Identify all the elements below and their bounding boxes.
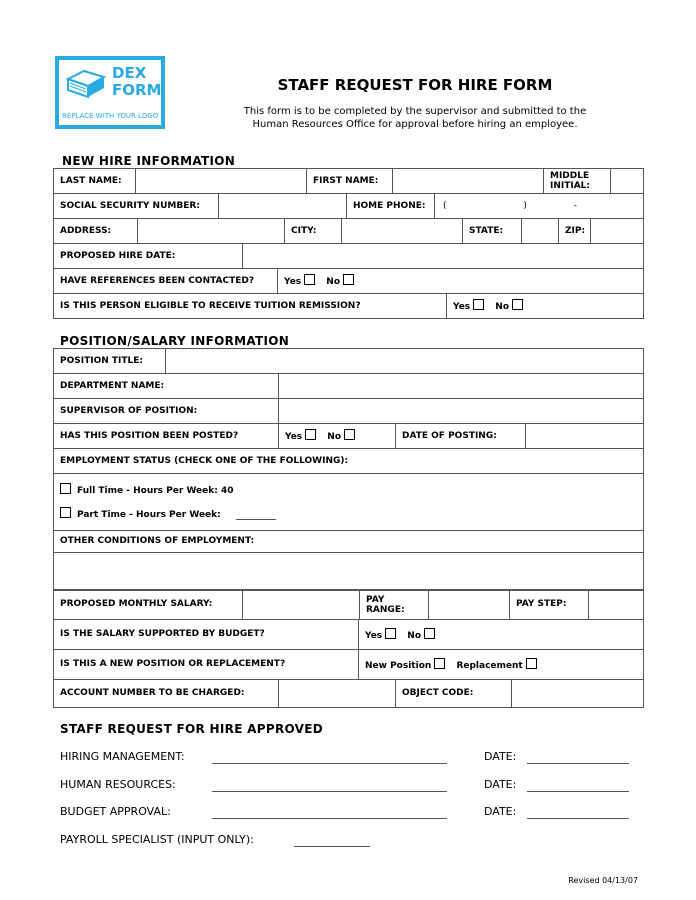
employment-status-table [53,448,644,591]
references-row-table [53,268,644,294]
subtitle-line-1: This form is to be completed by the supervisor and submitted to the [243,106,587,117]
city-label: CITY: [285,219,342,244]
monthly-salary-label: PROPOSED MONTHLY SALARY: [54,590,243,620]
address-label: ADDRESS: [54,219,138,244]
posted-yes-checkbox[interactable] [305,429,316,440]
supervisor-field[interactable] [279,399,644,424]
date-of-posting-field[interactable] [526,424,644,449]
date-of-posting-label: DATE OF POSTING: [396,424,526,449]
address-field[interactable] [138,219,285,244]
supervisor-table [53,398,644,424]
tuition-no-checkbox[interactable] [512,299,523,310]
references-yes-label: Yes [284,277,302,287]
budget-approval-date-label: DATE: [484,805,517,818]
monthly-salary-field[interactable] [243,590,360,620]
references-options [278,269,644,294]
new-or-replacement-label: IS THIS A NEW POSITION OR REPLACEMENT? [54,650,359,680]
posted-table [53,423,644,449]
budget-yes-checkbox[interactable] [385,628,396,639]
hiring-management-signature-line[interactable] [212,763,447,764]
subtitle-line-2: Human Resources Office for approval before hiring an employee. [252,119,578,130]
position-title-label: POSITION TITLE: [54,349,166,374]
pay-range-label: PAY RANGE: [360,590,429,620]
human-resources-label: HUMAN RESOURCES: [60,778,176,791]
supervisor-label: SUPERVISOR OF POSITION: [54,399,279,424]
full-time-checkbox[interactable] [60,483,71,494]
hiring-management-date-label: DATE: [484,750,517,763]
part-time-hours-field[interactable] [236,519,276,520]
form-title: STAFF REQUEST FOR HIRE FORM [277,76,553,94]
human-resources-date-label: DATE: [484,778,517,791]
phone-dash: - [573,200,578,211]
logo-text-dex: DEX [112,64,147,82]
position-title-field[interactable] [166,349,644,374]
hiring-management-label: HIRING MANAGEMENT: [60,750,185,763]
ssn-row-table [53,193,644,219]
first-name-label: FIRST NAME: [307,169,393,194]
other-conditions-field[interactable] [54,553,644,591]
section-heading-approval: STAFF REQUEST FOR HIRE APPROVED [60,722,324,736]
tuition-options [447,294,644,319]
part-time-label: Part Time - Hours Per Week: [77,510,221,520]
tuition-row-table [53,293,644,319]
phone-close-paren: ) [523,200,527,211]
first-name-field[interactable] [393,169,544,194]
new-position-table [53,649,644,680]
position-title-table [53,348,644,374]
object-code-label: OBJECT CODE: [396,680,512,708]
logo-text-form: FORM [112,81,162,99]
address-row-table [53,218,644,244]
tuition-label: IS THIS PERSON ELIGIBLE TO RECEIVE TUITION REMISSION? [54,294,447,319]
budget-yes-label: Yes [365,630,383,641]
budget-no-label: No [407,630,422,641]
object-code-field[interactable] [512,680,644,708]
book-stack-icon [66,69,106,99]
tuition-yes-checkbox[interactable] [473,299,484,310]
company-logo [55,56,165,129]
pay-step-field[interactable] [589,590,644,620]
replacement-label: Replacement [456,660,523,671]
account-table [53,679,644,708]
zip-field[interactable] [591,219,644,244]
revision-date: Revised 04/13/07 [568,876,638,885]
department-name-field[interactable] [279,374,644,399]
home-phone-field[interactable] [435,194,644,219]
full-time-label: Full Time - Hours Per Week: 40 [77,486,234,496]
budget-approval-label: BUDGET APPROVAL: [60,805,171,818]
phone-open-paren: ( [443,200,447,211]
full-time-option[interactable] [60,483,637,507]
logo-tagline: REPLACE WITH YOUR LOGO [62,112,159,120]
posted-options [279,424,396,449]
payroll-specialist-line[interactable] [294,846,370,847]
references-no-label: No [326,277,341,287]
payroll-specialist-label: PAYROLL SPECIALIST (INPUT ONLY): [60,833,254,846]
ssn-field[interactable] [219,194,347,219]
budget-options [359,620,644,650]
salary-table [53,589,644,620]
references-no-checkbox[interactable] [343,274,354,285]
budget-no-checkbox[interactable] [424,628,435,639]
posted-label: HAS THIS POSITION BEEN POSTED? [54,424,279,449]
posted-yes-label: Yes [285,432,303,442]
new-position-checkbox[interactable] [434,658,445,669]
new-or-replacement-options [359,650,644,680]
new-position-label: New Position [365,660,432,671]
proposed-hire-date-label: PROPOSED HIRE DATE: [54,244,243,269]
human-resources-date-line[interactable] [527,791,629,792]
middle-initial-field[interactable] [611,169,644,194]
posted-no-label: No [327,432,342,442]
employment-status-options [54,474,644,531]
city-field[interactable] [342,219,463,244]
section-heading-position: POSITION/SALARY INFORMATION [60,334,290,348]
home-phone-label: HOME PHONE: [347,194,435,219]
pay-range-field[interactable] [429,590,510,620]
part-time-checkbox[interactable] [60,507,71,518]
tuition-no-label: No [495,302,510,312]
references-yes-checkbox[interactable] [304,274,315,285]
zip-label: ZIP: [559,219,591,244]
posted-no-checkbox[interactable] [344,429,355,440]
account-number-field[interactable] [279,680,396,708]
state-field[interactable] [522,219,559,244]
state-label: STATE: [463,219,522,244]
department-table [53,373,644,399]
department-name-label: DEPARTMENT NAME: [54,374,279,399]
references-label: HAVE REFERENCES BEEN CONTACTED? [54,269,278,294]
other-conditions-label: OTHER CONDITIONS OF EMPLOYMENT: [54,531,644,553]
proposed-hire-date-field[interactable] [243,244,644,269]
budget-label: IS THE SALARY SUPPORTED BY BUDGET? [54,620,359,650]
budget-table [53,619,644,650]
middle-initial-label: MIDDLE INITIAL: [544,169,611,194]
replacement-checkbox[interactable] [526,658,537,669]
new-hire-table [53,168,644,194]
last-name-label: LAST NAME: [54,169,136,194]
hire-date-row-table [53,243,644,269]
pay-step-label: PAY STEP: [510,590,589,620]
tuition-yes-label: Yes [453,302,471,312]
form-subtitle [200,105,630,131]
hiring-management-date-line[interactable] [527,763,629,764]
last-name-field[interactable] [136,169,307,194]
human-resources-signature-line[interactable] [212,791,447,792]
budget-approval-signature-line[interactable] [212,818,447,819]
section-heading-new-hire: NEW HIRE INFORMATION [62,154,236,168]
ssn-label: SOCIAL SECURITY NUMBER: [54,194,219,219]
account-number-label: ACCOUNT NUMBER TO BE CHARGED: [54,680,279,708]
budget-approval-date-line[interactable] [527,818,629,819]
part-time-option[interactable] [60,507,637,521]
employment-status-label: EMPLOYMENT STATUS (CHECK ONE OF THE FOLLOWING): [54,449,644,474]
